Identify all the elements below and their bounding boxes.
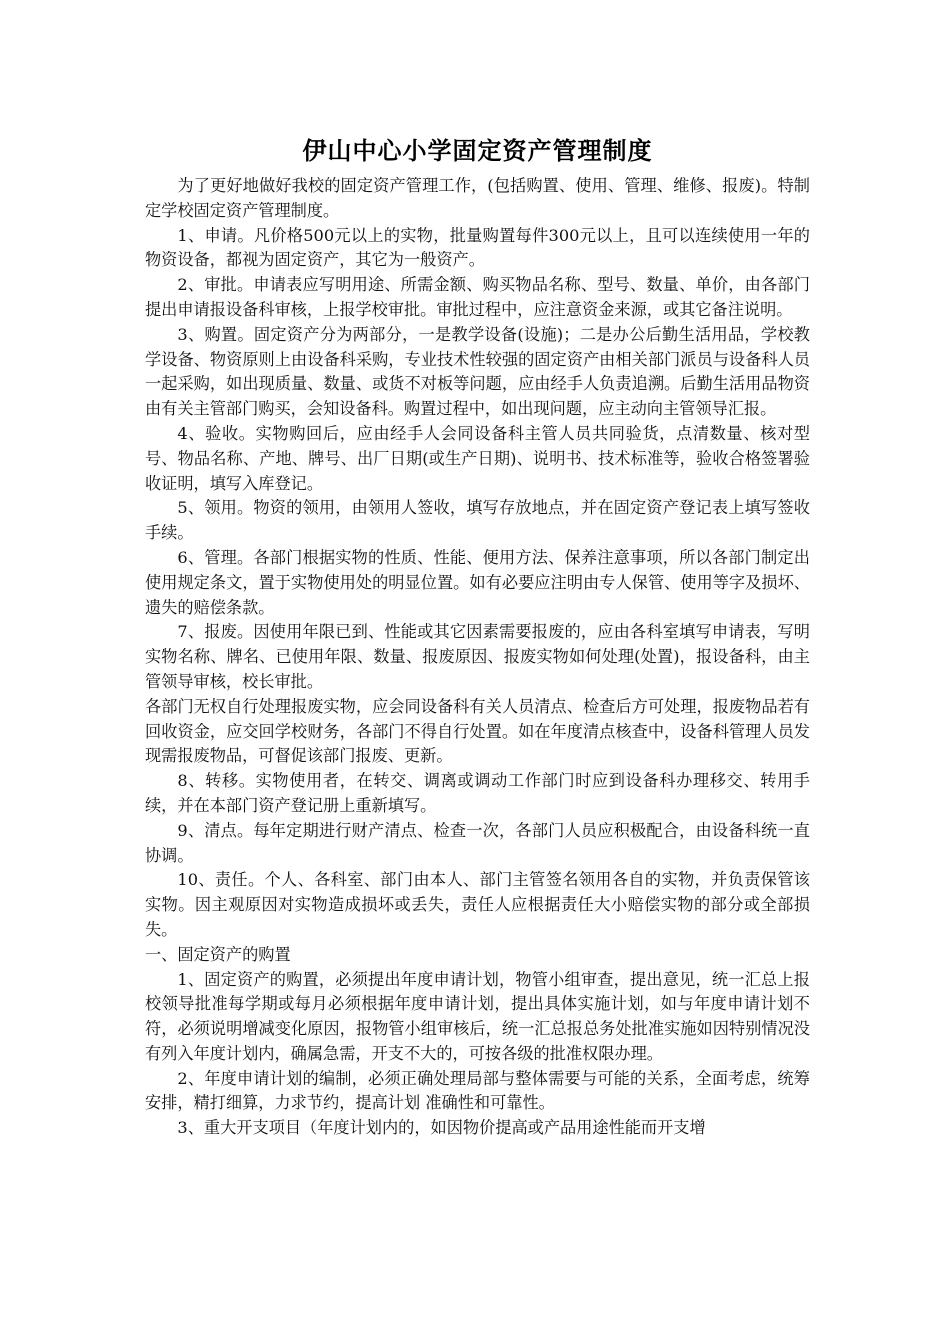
document-paragraph: 4、验收。实物购回后，应由经手人会同设备科主管人员共同验货，点清数量、核对型号、物品名称、产地、牌号、出厂日期(或生产日期)、说明书、技术标准等，验收合格签署验收证明，填写入库登记。 [145,423,810,493]
document-paragraph: 为了更好地做好我校的固定资产管理工作，(包括购置、使用、管理、维修、报废)。特制定学校固定资产管理制度。 [145,176,810,220]
document-paragraph: 8、转移。实物使用者，在转交、调离或调动工作部门时应到设备科办理移交、转用手续，并在本部门资产登记册上重新填写。 [145,771,810,815]
document-paragraph: 3、购置。固定资产分为两部分，一是教学设备(设施)；二是办公后勤生活用品，学校教学设备、物资原则上由设备科采购，专业技术性较强的固定资产由相关部门派员与设备科人员一起采购，如出现质量、数量、或货不对板等问题，应由经手人负责追溯。后勤生活用品物资由有关主管部门购买，会知设备科。购置过程中，如出现问题，应主动向主管领导汇报。 [145,324,810,419]
document-paragraph: 9、清点。每年定期进行财产清点、检查一次，各部门人员应积极配合，由设备科统一直协调。 [145,820,810,865]
document-paragraph: 各部门无权自行处理报废实物，应会同设备科有关人员清点、检查后方可处理，报废物品若有回收资金，应交回学校财务，各部门不得自行处置。如在年度清点核查中，设备科管理人员发现需报废物品，可督促该部门报废、更新。 [145,696,810,766]
document-paragraph: 1、固定资产的购置，必须提出年度申请计划，物管小组审查，提出意见，统一汇总上报校领导批准每学期或每月必须根据年度申请计划，提出具体实施计划，如与年度申请计划不符，必须说明增减变化原因，报物管小组审核后，统一汇总报总务处批准实施如因特别情况没有列入年度计划内，确属急需，开支不大的，可按各级的批准权限办理。 [145,969,810,1063]
document-paragraph: 2、年度申请计划的编制，必须正确处理局部与整体需要与可能的关系，全面考虑，统筹安排，精打细算，力求节约，提高计划 准确性和可靠性。 [145,1068,810,1113]
document-paragraph: 1、申请。凡价格500元以上的实物，批量购置每件300元以上，且可以连续使用一年的物资设备，都视为固定资产，其它为一般资产。 [145,225,810,270]
document-paragraph: 10、责任。个人、各科室、部门由本人、部门主管签名领用各自的实物，并负责保管该实物。因主观原因对实物造成损坏或丢失，责任人应根据责任大小赔偿实物的部分或全部损失。 [145,870,810,939]
document-paragraph: 7、报废。因使用年限已到、性能或其它因素需要报废的，应由各科室填写申请表，写明实物名称、牌名、已使用年限、数量、报废原因、报废实物如何处理(处置)，报设备科，由主管领导审核，校长审批。 [145,622,810,691]
document-paragraph: 6、管理。各部门根据实物的性质、性能、便用方法、保养注意事项，所以各部门制定出使用规定条文，置于实物使用处的明显位置。如有必要应注明由专人保管、使用等字及损坏、遗失的赔偿条款。 [145,547,810,617]
document-paragraph: 5、领用。物资的领用，由领用人签收，填写存放地点，并在固定资产登记表上填写签收手续。 [145,498,810,543]
document-paragraph: 3、重大开支项目（年度计划内的，如因物价提高或产品用途性能而开支增 [177,1118,706,1138]
document-paragraph: 2、审批。申请表应写明用途、所需金额、购买物品名称、型号、数量、单价，由各部门提出申请报设备科审核，上报学校审批。审批过程中，应注意资金来源，或其它备注说明。 [145,275,810,319]
document-page [145,128,810,1141]
document-paragraph: 一、固定资产的购置 [145,944,291,964]
page-title: 伊山中心小学固定资产管理制度 [302,137,653,165]
document-body [145,174,810,1141]
